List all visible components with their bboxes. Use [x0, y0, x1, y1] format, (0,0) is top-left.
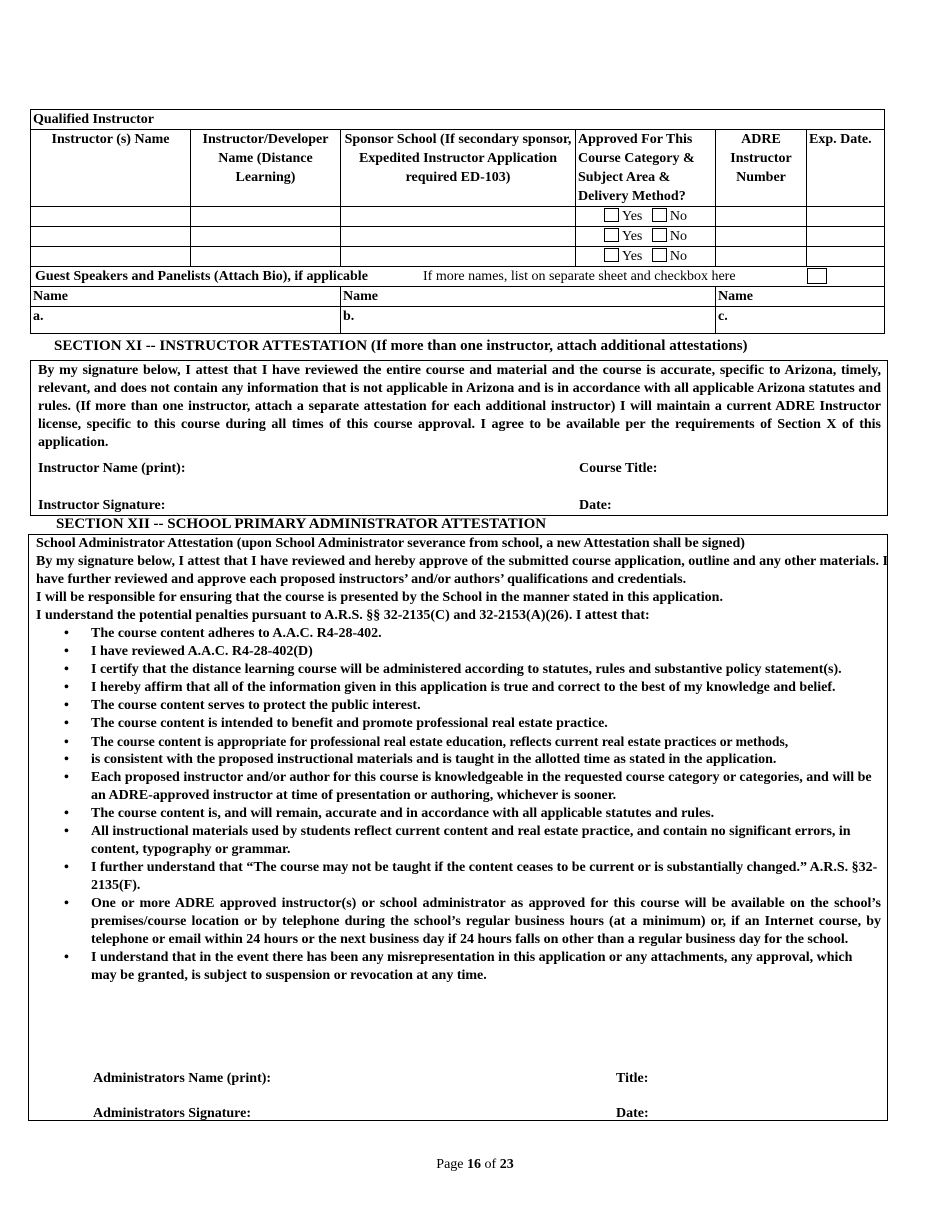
- list-item: • I have reviewed A.A.C. R4-28-402(D): [29, 643, 881, 661]
- developer-name-cell[interactable]: [191, 207, 341, 227]
- guest-speakers-note: If more names, list on separate sheet and checkbox here: [423, 269, 736, 284]
- name-header-a: Name: [31, 287, 341, 307]
- exp-date-cell[interactable]: [807, 247, 885, 267]
- table-row: [31, 207, 885, 227]
- name-header-b: Name: [341, 287, 716, 307]
- instructor-name-cell[interactable]: [31, 247, 191, 267]
- adre-number-cell[interactable]: [716, 207, 807, 227]
- header-instructor-name: Instructor (s) Name: [31, 130, 191, 207]
- no-checkbox[interactable]: [652, 248, 667, 262]
- no-label: No: [669, 229, 687, 244]
- yes-checkbox[interactable]: [604, 228, 619, 242]
- page-current: 16: [467, 1157, 482, 1172]
- more-names-checkbox[interactable]: [807, 268, 827, 284]
- table-row: [31, 247, 885, 267]
- no-checkbox[interactable]: [652, 208, 667, 222]
- sponsor-school-cell[interactable]: [341, 227, 576, 247]
- instructor-name-cell[interactable]: [31, 207, 191, 227]
- exp-date-cell[interactable]: [807, 207, 885, 227]
- admin-signature-label: Administrators Signature:: [93, 1106, 252, 1121]
- developer-name-cell[interactable]: [191, 247, 341, 267]
- developer-name-cell[interactable]: [191, 227, 341, 247]
- list-item: • The course content is intended to benefit and promote professional real estate practice.: [29, 715, 881, 733]
- list-item: • I understand that in the event there has been any misrepresentation in this application or any attachments, any approval, which may be granted, is subject to suspension or revocation at any time.: [29, 949, 881, 985]
- admin-attestation-heading: School Administrator Attestation (upon School Administrator severance from school, a new Attestation shall be signed): [36, 536, 745, 551]
- admin-title-label: Title:: [616, 1071, 649, 1086]
- approved-cell: [576, 247, 716, 267]
- admin-date-label: Date:: [616, 1106, 649, 1121]
- page-of: of: [484, 1157, 497, 1172]
- no-label: No: [669, 209, 687, 224]
- list-item: • I certify that the distance learning course will be administered according to statutes, rules and substantive policy statement(s).: [29, 661, 881, 679]
- section-xi-box: [30, 360, 888, 516]
- approved-cell: [576, 227, 716, 247]
- list-item: • The course content is, and will remain, accurate and in accordance with all applicable statutes and rules.: [29, 805, 881, 823]
- guest-speakers-row: [31, 267, 885, 287]
- adre-number-cell[interactable]: [716, 227, 807, 247]
- qualified-instructor-table: [30, 109, 885, 334]
- yes-label: Yes: [622, 249, 643, 264]
- sponsor-school-cell[interactable]: [341, 247, 576, 267]
- table-row: [31, 227, 885, 247]
- list-item: • The course content is appropriate for professional real estate education, reflects current real estate practices or methods,: [29, 733, 881, 751]
- list-item: • Each proposed instructor and/or author for this course is knowledgeable in the requested course category or categories, and will be an ADRE-approved instructor at time of presentation or authoring, whichever is sooner.: [29, 769, 881, 805]
- no-label: No: [669, 249, 687, 264]
- yes-checkbox[interactable]: [604, 208, 619, 222]
- list-item: • is consistent with the proposed instructional materials and is taught in the allotted time as stated in the application.: [29, 751, 881, 769]
- instructor-date-label: Date:: [579, 498, 612, 513]
- instructor-signature-label: Instructor Signature:: [38, 498, 166, 513]
- list-item: • I further understand that “The course may not be taught if the content ceases to be current or is substantially changed.” A.R.S. §32-2135(F).: [29, 859, 881, 895]
- adre-number-cell[interactable]: [716, 247, 807, 267]
- instructor-name-cell[interactable]: [31, 227, 191, 247]
- guest-speakers-label: Guest Speakers and Panelists (Attach Bio), if applicable: [35, 269, 368, 284]
- exp-date-cell[interactable]: [807, 227, 885, 247]
- page-total: 23: [499, 1157, 514, 1172]
- admin-name-label: Administrators Name (print):: [93, 1071, 272, 1086]
- header-sponsor-school: Sponsor School (If secondary sponsor, Expedited Instructor Application required ED-103): [341, 130, 576, 207]
- yes-label: Yes: [622, 209, 643, 224]
- page-word: Page: [436, 1157, 464, 1172]
- guest-name-b[interactable]: b.: [341, 307, 716, 334]
- admin-responsibility: I will be responsible for ensuring that the course is presented by the School in the manner stated in this application.: [36, 590, 723, 605]
- yes-checkbox[interactable]: [604, 248, 619, 262]
- course-title-label: Course Title:: [579, 461, 658, 476]
- list-item: • The course content adheres to A.A.C. R4-28-402.: [29, 625, 881, 643]
- yes-label: Yes: [622, 229, 643, 244]
- list-item: • All instructional materials used by students reflect current content and real estate practice, and contain no significant errors, in content, typography or grammar.: [29, 823, 881, 859]
- admin-attestation-statement: By my signature below, I attest that I have reviewed and hereby approve of the submitted course application, outline and any other materials. I have further reviewed and approve each proposed instructors’ and/or authors’ qualifications and credentials.: [36, 554, 888, 587]
- header-approved: Approved For This Course Category & Subject Area & Delivery Method?: [576, 130, 716, 207]
- list-item: • The course content serves to protect the public interest.: [29, 697, 881, 715]
- approved-cell: [576, 207, 716, 227]
- section-xii-box: [28, 534, 888, 1121]
- list-item: • I hereby affirm that all of the information given in this application is true and correct to the best of my knowledge and belief.: [29, 679, 881, 697]
- section-xii-title: SECTION XII -- SCHOOL PRIMARY ADMINISTRATOR ATTESTATION: [56, 516, 547, 532]
- attestation-list: [29, 625, 881, 985]
- page-number: [0, 1157, 950, 1173]
- section-xi-title: SECTION XI -- INSTRUCTOR ATTESTATION (If more than one instructor, attach additional attestations): [54, 338, 748, 354]
- header-developer-name: Instructor/Developer Name (Distance Learning): [191, 130, 341, 207]
- sponsor-school-cell[interactable]: [341, 207, 576, 227]
- section-xi-body: By my signature below, I attest that I have reviewed the entire course and material and the course is accurate, specific to Arizona, timely, relevant, and does not contain any information that is not applicable in Arizona and is in accordance with all applicable Arizona statutes and rules. (If more than one instructor, attach a separate attestation for each additional instructor) I will maintain a current ADRE Instructor license, specific to this course during all times of this course approval. I agree to be available per the requirements of Section X of this application.: [38, 363, 881, 450]
- header-adre-number: ADRE Instructor Number: [716, 130, 807, 207]
- name-header-c: Name: [716, 287, 885, 307]
- guest-name-a[interactable]: a.: [31, 307, 341, 334]
- header-exp-date: Exp. Date.: [807, 130, 885, 207]
- instructor-name-label: Instructor Name (print):: [38, 461, 186, 476]
- list-item: • One or more ADRE approved instructor(s) or school administrator as approved for this course will be available on the school’s premises/course location or by telephone during the school’s regular business hours (at a minimum) or, if an Internet course, by telephone or email within 24 hours or the next business day if 24 hours falls on other than a regular business day for the school.: [29, 895, 881, 949]
- guest-name-c[interactable]: c.: [716, 307, 885, 334]
- admin-penalties: I understand the potential penalties pursuant to A.R.S. §§ 32-2135(C) and 32-2153(A)(26). I attest that:: [36, 608, 650, 623]
- qualified-instructor-title: Qualified Instructor: [31, 110, 885, 130]
- no-checkbox[interactable]: [652, 228, 667, 242]
